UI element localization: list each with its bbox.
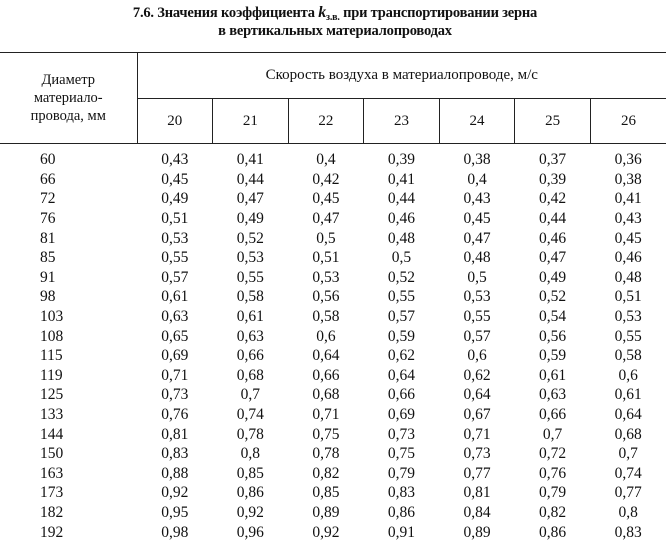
table-row: [0, 346, 666, 366]
coefficient-cell: 0,56: [539, 327, 567, 345]
coefficient-cell: 0,55: [614, 327, 642, 345]
coefficient-cell: 0,41: [236, 151, 264, 169]
coefficient-cell: 0,98: [161, 523, 189, 541]
coefficient-cell: 0,48: [614, 268, 642, 286]
coefficient-cell: 0,77: [463, 464, 491, 482]
coefficient-cell: 0,46: [614, 249, 642, 267]
coefficient-cell: 0,64: [387, 366, 416, 384]
coefficient-cell: 0,69: [161, 347, 189, 365]
coefficient-cell: 0,86: [387, 503, 416, 521]
coefficient-cell: 0,62: [463, 366, 491, 384]
coefficient-cell: 0,78: [236, 425, 264, 443]
coefficient-cell: 0,43: [161, 151, 189, 169]
coefficient-cell: 0,46: [539, 229, 567, 247]
coefficient-cell: 0,64: [614, 406, 642, 424]
coefficient-cell: 0,95: [161, 503, 189, 521]
coefficient-cell: 0,83: [161, 445, 189, 463]
coefficient-cell: 0,63: [539, 386, 567, 404]
coefficient-cell: 0,55: [236, 268, 264, 286]
coefficient-cell: 0,58: [312, 308, 340, 326]
coefficient-cell: 0,61: [614, 386, 642, 404]
coefficient-cell: 0,43: [463, 190, 491, 208]
coefficient-cell: 0,46: [387, 210, 416, 228]
coefficient-cell: 0,71: [312, 406, 340, 424]
coefficient-cell: 0,53: [614, 308, 642, 326]
table-row: [0, 366, 666, 386]
coefficient-cell: 0,38: [614, 170, 642, 188]
coefficient-cell: 0,86: [236, 484, 264, 502]
coefficient-cell: 0,5: [467, 268, 487, 286]
diameter-cell: 133: [40, 406, 64, 424]
diameter-cell: 76: [40, 210, 56, 228]
coefficient-cell: 0,81: [161, 425, 189, 443]
diameter-cell: 144: [40, 425, 64, 443]
coefficient-cell: 0,75: [387, 445, 416, 463]
coefficient-cell: 0,88: [161, 464, 189, 482]
table-caption: [0, 4, 670, 40]
coefficient-cell: 0,92: [161, 484, 189, 502]
table-row: [0, 464, 666, 484]
coefficient-cell: 0,67: [463, 406, 491, 424]
coefficient-cell: 0,66: [312, 366, 340, 384]
coefficient-cell: 0,52: [236, 229, 264, 247]
diameter-cell: 66: [40, 170, 56, 188]
coefficient-cell: 0,53: [161, 229, 189, 247]
coefficient-symbol: k: [318, 4, 327, 21]
speed-column-header: 23: [364, 98, 440, 144]
coefficient-cell: 0,84: [463, 503, 491, 521]
coefficient-cell: 0,39: [539, 170, 567, 188]
coefficient-cell: 0,78: [312, 445, 340, 463]
table-row: [0, 503, 666, 523]
coefficient-cell: 0,66: [539, 406, 567, 424]
coefficient-cell: 0,42: [539, 190, 567, 208]
coefficient-cell: 0,47: [312, 210, 340, 228]
coefficient-cell: 0,45: [463, 210, 491, 228]
coefficient-cell: 0,73: [387, 425, 416, 443]
coefficient-cell: 0,56: [312, 288, 340, 306]
diameter-cell: 98: [40, 288, 56, 306]
coefficient-cell: 0,59: [539, 347, 567, 365]
coefficient-cell: 0,4: [316, 151, 336, 169]
coefficient-cell: 0,55: [387, 288, 416, 306]
diameter-cell: 150: [40, 445, 64, 463]
coefficient-cell: 0,73: [463, 445, 491, 463]
coefficient-cell: 0,66: [236, 347, 264, 365]
table-row: [0, 307, 666, 327]
coefficient-cell: 0,7: [240, 386, 261, 404]
table-row: [0, 248, 666, 268]
coefficient-cell: 0,5: [391, 249, 412, 267]
air-speed-header: Скорость воздуха в материалопроводе, м/с: [137, 53, 666, 99]
coefficient-cell: 0,48: [387, 229, 416, 247]
coefficient-cell: 0,74: [614, 464, 642, 482]
coefficient-cell: 0,83: [614, 523, 642, 541]
diameter-cell: 119: [40, 366, 63, 384]
coefficient-cell: 0,49: [161, 190, 189, 208]
table-row: [0, 170, 666, 190]
coefficient-cell: 0,85: [312, 484, 340, 502]
coefficient-cell: 0,68: [312, 386, 340, 404]
speed-column-header: 24: [439, 98, 515, 144]
coefficient-cell: 0,38: [463, 151, 491, 169]
coefficient-cell: 0,89: [312, 503, 340, 521]
table-header: [0, 53, 666, 144]
table-row: [0, 228, 666, 248]
coefficient-cell: 0,68: [614, 425, 642, 443]
table-row: [0, 209, 666, 229]
coefficient-cell: 0,57: [387, 308, 416, 326]
coefficient-cell: 0,77: [614, 484, 642, 502]
coefficient-cell: 0,6: [467, 347, 487, 365]
coefficient-cell: 0,44: [539, 210, 567, 228]
diameter-cell: 72: [40, 190, 56, 208]
diameter-header-line-2: материало-: [33, 90, 103, 106]
coefficient-cell: 0,41: [614, 190, 642, 208]
table-body: [0, 144, 666, 542]
coefficient-cell: 0,8: [618, 503, 638, 521]
coefficient-cell: 0,8: [240, 445, 261, 463]
coefficient-cell: 0,51: [614, 288, 642, 306]
diameter-cell: 60: [40, 151, 56, 169]
table-row: [0, 268, 666, 288]
coefficient-cell: 0,55: [463, 308, 491, 326]
diameter-cell: 108: [40, 327, 64, 345]
coefficient-cell: 0,76: [539, 464, 567, 482]
coefficient-cell: 0,64: [312, 347, 340, 365]
coefficient-cell: 0,7: [618, 445, 638, 463]
diameter-cell: 91: [40, 268, 56, 286]
coefficient-cell: 0,54: [539, 308, 567, 326]
coefficient-cell: 0,57: [463, 327, 491, 345]
coefficient-cell: 0,79: [539, 484, 567, 502]
coefficient-cell: 0,6: [618, 366, 638, 384]
coefficient-cell: 0,45: [161, 170, 189, 188]
coefficient-cell: 0,41: [387, 170, 416, 188]
diameter-cell: 182: [40, 503, 64, 521]
coefficient-cell: 0,82: [312, 464, 340, 482]
caption-prefix: 7.6. Значения коэффициента: [132, 5, 319, 21]
coefficient-cell: 0,53: [236, 249, 264, 267]
coefficient-cell: 0,49: [236, 210, 264, 228]
coefficient-cell: 0,47: [236, 190, 264, 208]
coefficient-cell: 0,71: [463, 425, 491, 443]
coefficient-cell: 0,48: [463, 249, 491, 267]
table-row: [0, 385, 666, 405]
coefficient-cell: 0,62: [387, 347, 416, 365]
coefficient-cell: 0,42: [312, 170, 340, 188]
speed-column-header: 25: [515, 98, 591, 144]
coefficient-cell: 0,55: [161, 249, 189, 267]
coefficient-cell: 0,61: [236, 308, 264, 326]
coefficient-cell: 0,96: [236, 523, 264, 541]
coefficient-cell: 0,63: [161, 308, 189, 326]
coefficient-cell: 0,66: [387, 386, 416, 404]
coefficient-cell: 0,47: [463, 229, 491, 247]
coefficient-cell: 0,61: [161, 288, 189, 306]
table-row: [0, 287, 666, 307]
coefficient-subscript: з.в.: [326, 12, 340, 23]
coefficient-cell: 0,63: [236, 327, 264, 345]
coefficient-cell: 0,39: [387, 151, 416, 169]
coefficient-cell: 0,72: [539, 445, 567, 463]
caption-suffix: при транспортировании зерна: [339, 5, 538, 21]
coefficient-cell: 0,37: [539, 151, 567, 169]
coefficient-cell: 0,58: [614, 347, 642, 365]
coefficient-cell: 0,52: [539, 288, 567, 306]
coefficient-cell: 0,5: [316, 229, 336, 247]
diameter-cell: 85: [40, 249, 56, 267]
table-row: [0, 326, 666, 346]
coefficient-cell: 0,57: [161, 268, 189, 286]
diameter-header-line-1: Диаметр: [41, 72, 95, 88]
table-row: [0, 424, 666, 444]
coefficient-cell: 0,45: [614, 229, 642, 247]
diameter-cell: 103: [40, 308, 64, 326]
coefficient-cell: 0,64: [463, 386, 491, 404]
coefficient-cell: 0,59: [387, 327, 416, 345]
diameter-cell: 115: [40, 347, 63, 365]
coefficient-cell: 0,52: [387, 268, 416, 286]
caption-line-2: в вертикальных материалопроводах: [218, 23, 452, 39]
coefficient-cell: 0,68: [236, 366, 264, 384]
coefficient-table: [0, 52, 666, 542]
coefficient-cell: 0,71: [161, 366, 189, 384]
coefficient-cell: 0,74: [236, 406, 264, 424]
coefficient-cell: 0,58: [236, 288, 264, 306]
table-row: [0, 483, 666, 503]
coefficient-cell: 0,6: [316, 327, 336, 345]
coefficient-cell: 0,65: [161, 327, 189, 345]
table-row: [0, 522, 666, 542]
speed-column-header: 22: [288, 98, 364, 144]
table-row: [0, 189, 666, 209]
diameter-column-header: [0, 53, 137, 144]
coefficient-cell: 0,44: [387, 190, 416, 208]
coefficient-cell: 0,53: [463, 288, 491, 306]
coefficient-cell: 0,89: [463, 523, 491, 541]
diameter-header-line-3: провода, мм: [30, 108, 106, 124]
coefficient-cell: 0,44: [236, 170, 264, 188]
coefficient-cell: 0,47: [539, 249, 567, 267]
coefficient-cell: 0,4: [467, 170, 487, 188]
coefficient-cell: 0,85: [236, 464, 264, 482]
table-row: [0, 144, 666, 170]
coefficient-cell: 0,36: [614, 151, 642, 169]
caption-line-1: [0, 4, 670, 23]
diameter-cell: 81: [40, 229, 56, 247]
coefficient-cell: 0,51: [312, 249, 340, 267]
coefficient-cell: 0,81: [463, 484, 491, 502]
coefficient-cell: 0,76: [161, 406, 189, 424]
coefficient-cell: 0,73: [161, 386, 189, 404]
table-row: [0, 444, 666, 464]
speed-column-header: 26: [590, 98, 666, 144]
diameter-cell: 192: [40, 523, 64, 541]
coefficient-cell: 0,92: [312, 523, 340, 541]
coefficient-cell: 0,86: [539, 523, 567, 541]
coefficient-cell: 0,43: [614, 210, 642, 228]
coefficient-cell: 0,75: [312, 425, 340, 443]
coefficient-cell: 0,91: [387, 523, 416, 541]
diameter-cell: 163: [40, 464, 64, 482]
coefficient-cell: 0,51: [161, 210, 189, 228]
table-row: [0, 405, 666, 425]
coefficient-cell: 0,82: [539, 503, 567, 521]
diameter-cell: 125: [40, 386, 64, 404]
speed-column-header: 21: [213, 98, 289, 144]
coefficient-cell: 0,7: [542, 425, 563, 443]
coefficient-cell: 0,92: [236, 503, 264, 521]
coefficient-cell: 0,49: [539, 268, 567, 286]
coefficient-cell: 0,61: [539, 366, 567, 384]
coefficient-cell: 0,83: [387, 484, 416, 502]
speed-column-header: 20: [137, 98, 213, 144]
coefficient-cell: 0,69: [387, 406, 416, 424]
coefficient-cell: 0,53: [312, 268, 340, 286]
coefficient-cell: 0,45: [312, 190, 340, 208]
diameter-cell: 173: [40, 484, 64, 502]
coefficient-cell: 0,79: [387, 464, 416, 482]
